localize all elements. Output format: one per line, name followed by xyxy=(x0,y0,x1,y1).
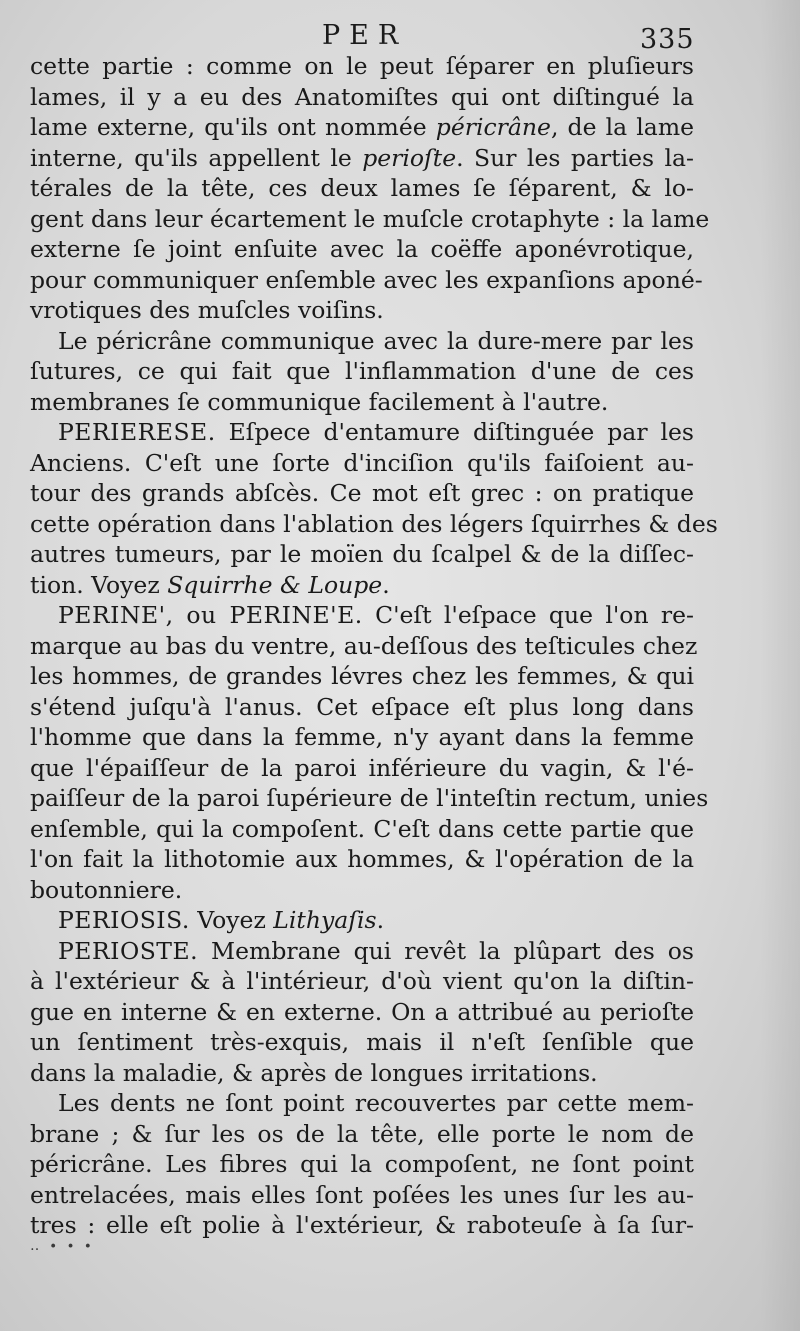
headword: PERIOSTE. xyxy=(58,936,199,965)
text-run: tion. Voyez xyxy=(30,570,168,599)
text-line: gue en interne & en externe. On a attribué au perioſte xyxy=(30,997,694,1026)
text-line xyxy=(30,570,694,601)
entry-perioste xyxy=(30,936,694,1089)
cross-reference: Squirrhe & Loupe xyxy=(167,570,383,599)
text-line: gent dans leur écartement le muſcle crotaphyte : la lame xyxy=(30,204,710,233)
text-line: paiſſeur de la paroi ſupérieure de l'inteſtin rectum, unies xyxy=(30,784,709,812)
text-line: à l'extérieur & à l'intérieur, d'où vient qu'on la diſtin- xyxy=(30,967,694,995)
text-line: Le péricrâne communique avec la dure-mere par les xyxy=(58,326,694,355)
page-text xyxy=(30,51,718,1241)
text-run: . Sur les parties la- xyxy=(456,143,694,172)
headword: PERINE', ou PERINE'E. xyxy=(58,601,363,629)
text-run: lame externe, qu'ils ont nommée xyxy=(30,113,436,141)
text-line: dans la maladie, & après de longues irritations. xyxy=(30,1058,598,1087)
text-line: lames, il y a eu des Anatomiſtes qui ont diſtingué la xyxy=(30,82,694,111)
page-shadow xyxy=(760,0,800,1331)
page-number: 335 xyxy=(640,24,695,55)
text-run: Voyez xyxy=(189,906,274,934)
text-run: . xyxy=(376,906,385,934)
text-line xyxy=(30,905,694,936)
headword: PERIOSIS. xyxy=(58,906,190,934)
text-line: pour communiquer enſemble avec les expanſions aponé- xyxy=(30,265,703,294)
text-line: cette partie : comme on le peut ſéparer en pluſieurs xyxy=(30,52,694,80)
text-line xyxy=(30,112,694,143)
text-line: l'on fait la lithotomie aux hommes, & l'opération de la xyxy=(30,845,694,873)
catchword-fragment: ‥ ∙ ∙ ∙ xyxy=(30,1238,95,1254)
text-line: tour des grands abſcès. Ce mot eſt grec : on pratique xyxy=(30,479,694,507)
text-line: s'étend juſqu'à l'anus. Cet eſpace eſt plus long dans xyxy=(30,692,694,721)
text-line: autres tumeurs, par le moïen du ſcalpel & de la diſſec- xyxy=(30,540,694,568)
text-line xyxy=(30,936,694,967)
cross-reference: Lithyaſis xyxy=(273,906,377,934)
entry-perierese xyxy=(30,417,718,600)
text-line: térales de la tête, ces deux lames ſe ſéparent, & lo- xyxy=(30,174,694,202)
text-line xyxy=(30,143,694,174)
italic-term: péricrâne xyxy=(435,113,551,141)
text-line: tres : elle eſt polie à l'extérieur, & raboteuſe à ſa ſur- xyxy=(30,1211,694,1239)
text-line: boutonniere. xyxy=(30,875,183,904)
text-line: externe ſe joint enſuite avec la coëffe aponévrotique, xyxy=(30,235,694,263)
headword: PERIERESE. xyxy=(58,418,216,446)
text-line: vrotiques des muſcles voiſins. xyxy=(30,296,384,324)
text-line: ſutures, ce qui fait que l'inflammation d'une de ces xyxy=(30,357,694,385)
text-run: . xyxy=(382,570,390,599)
text-line: membranes ſe communique facilement à l'autre. xyxy=(30,387,609,416)
text-run: interne, qu'ils appellent le xyxy=(30,143,363,172)
text-run: Membrane qui revêt la plûpart des os xyxy=(198,936,694,965)
entry-perine xyxy=(30,600,709,905)
text-run: Eſpece d'entamure diſtinguée par les xyxy=(215,418,694,446)
text-line: péricrâne. Les fibres qui la compoſent, ne ſont point xyxy=(30,1150,694,1178)
text-run: C'eſt l'eſpace que l'on re- xyxy=(362,601,694,629)
entry-periosis xyxy=(30,905,694,936)
text-line xyxy=(30,417,694,448)
text-line: que l'épaiſſeur de la paroi inférieure du vagin, & l'é- xyxy=(30,753,694,782)
paragraph-pericrane-continued xyxy=(30,51,710,326)
text-line: entrelacées, mais elles ſont poſées les unes ſur les au- xyxy=(30,1180,694,1209)
text-line: les hommes, de grandes lévres chez les femmes, & qui xyxy=(30,662,694,690)
text-line: brane ; & ſur les os de la tête, elle porte le nom de xyxy=(30,1119,694,1148)
text-line: enſemble, qui la compoſent. C'eſt dans cette partie que xyxy=(30,814,694,843)
text-run: , de la lame xyxy=(550,113,695,141)
text-line: Les dents ne ſont point recouvertes par cette mem- xyxy=(58,1089,694,1117)
text-line: marque au bas du ventre, au-deſſous des teſticules chez xyxy=(30,631,698,660)
italic-term: perioſte xyxy=(362,143,457,172)
running-head-title: PER xyxy=(322,20,408,51)
text-line xyxy=(30,600,694,631)
text-line: Anciens. C'eſt une ſorte d'inciſion qu'ils faiſoient au- xyxy=(30,448,694,477)
text-line: l'homme que dans la femme, n'y ayant dans la femme xyxy=(30,723,694,751)
paragraph-perioste-continued xyxy=(30,1088,694,1241)
text-line: cette opération dans l'ablation des légers ſquirrhes & des xyxy=(30,509,718,538)
text-line: un ſentiment très-exquis, mais il n'eſt ſenſible que xyxy=(30,1028,694,1056)
paragraph-pericrane-dure-mere xyxy=(30,326,694,418)
